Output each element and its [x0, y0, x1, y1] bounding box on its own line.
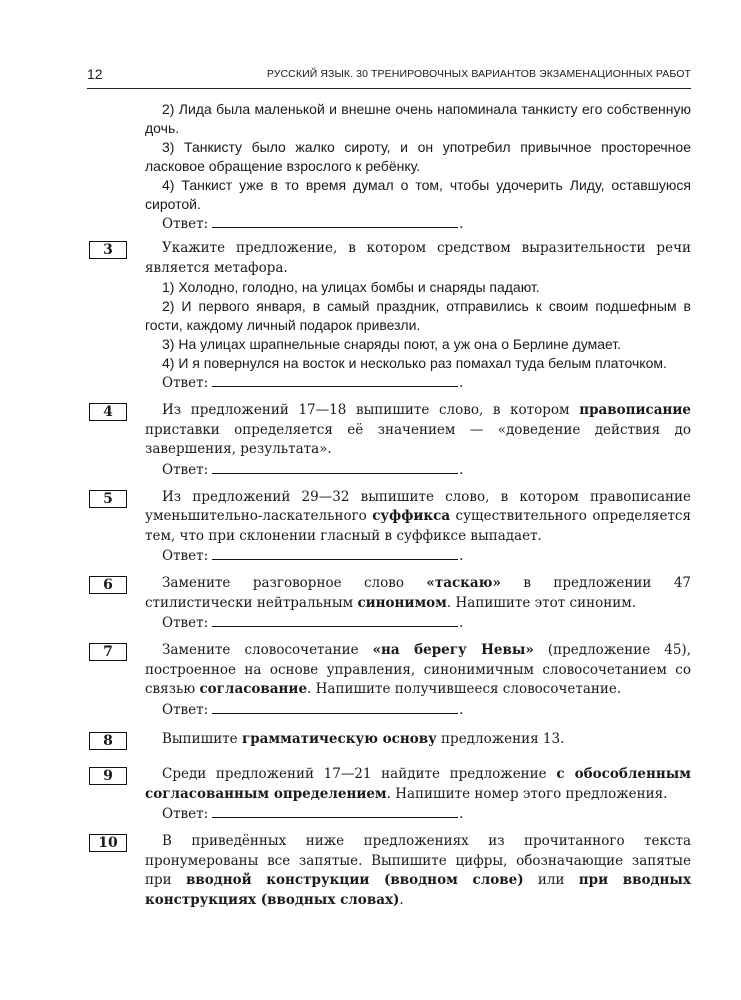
task-9	[89, 765, 691, 804]
task-3-option-1: 1) Холодно, голодно, на улицах бомбы и снаряды падают.	[162, 279, 540, 295]
task-5	[89, 488, 691, 547]
answer-label: Ответ:	[162, 216, 209, 232]
task-number-box: 6	[89, 576, 127, 594]
task-10-text: В приведённых ниже предложениях из прочитанного текста пронумерованы все запятые. Выпишите цифры, обозначающие запятые при вводной конструкции (вводном слове) или при вводных конструкциях (вводных словах).	[145, 833, 692, 908]
answer-field: Ответ: .	[162, 548, 464, 564]
answer-line[interactable]	[212, 613, 458, 627]
task-3	[89, 239, 691, 373]
page-header	[87, 66, 691, 89]
task-8-text: Выпишите грамматическую основу предложения 13.	[162, 730, 565, 747]
task-3-option-4: 4) И я повернулся на восток и несколько раз помахал туда белым платочком.	[162, 355, 667, 371]
answer-field: Ответ: .	[162, 375, 464, 391]
answer-field: Ответ: .	[162, 461, 464, 478]
task-3-text: Укажите предложение, в котором средством выразительности речи является метафора.	[145, 240, 691, 276]
answer-field: Ответ: .	[162, 216, 464, 232]
task-10	[89, 832, 691, 910]
task-9-text: Среди предложений 17—21 найдите предложение с обособленным согласованным определением. Напишите номер этого предложения.	[145, 766, 692, 802]
answer-line[interactable]	[212, 700, 458, 714]
task-6-text: Замените разговорное слово «таскаю» в предложении 47 стилистически нейтральным синонимом. Напишите этот синоним.	[145, 575, 692, 611]
option-2: 2) Лида была маленькой и внешне очень напоминала танкисту его собственную дочь.	[145, 101, 691, 136]
task-3-option-2: 2) И первого января, в самый праздник, отправились к своим подшефным в гости, каждому личный подарок привезли.	[145, 298, 691, 333]
task-4	[89, 401, 691, 460]
answer-line[interactable]	[212, 460, 458, 474]
task-number-box: 4	[89, 403, 127, 421]
task-4-text: Из предложений 17—18 выпишите слово, в котором правописание приставки определяется её значением — «доведение действия до завершения, результата».	[145, 402, 691, 457]
answer-line[interactable]	[212, 546, 458, 560]
previous-task-options	[89, 100, 691, 214]
answer-field: Ответ: .	[162, 615, 464, 631]
task-number-box: 5	[89, 490, 127, 508]
task-number-box: 3	[89, 241, 127, 259]
task-7-text: Замените словосочетание «на берегу Невы» (предложение 45), построенное на основе управления, синонимичным словосочетанием со связью согласование. Напишите получившееся словосочетание.	[145, 642, 691, 697]
task-number-box: 8	[89, 732, 127, 750]
option-3: 3) Танкисту было жалко сироту, и он употребил привычное просторечное ласковое обращение взрослого к ребёнку.	[145, 139, 691, 174]
answer-field: Ответ: .	[162, 806, 464, 822]
task-7	[89, 641, 691, 700]
task-5-text: Из предложений 29—32 выпишите слово, в котором правописание уменьшительно-ласкательного суффикса существительного определяется тем, что при склонении гласный в суффиксе выпадает.	[145, 488, 691, 544]
task-3-option-3: 3) На улицах шрапнельные снаряды поют, а уж она о Берлине думает.	[162, 336, 622, 352]
page-content	[89, 100, 691, 910]
task-8	[89, 730, 691, 750]
answer-field: Ответ: .	[162, 701, 464, 718]
answer-line[interactable]	[212, 373, 458, 387]
running-title: РУССКИЙ ЯЗЫК. 30 ТРЕНИРОВОЧНЫХ ВАРИАНТОВ ЭКЗАМЕНАЦИОННЫХ РАБОТ	[266, 68, 691, 80]
answer-line[interactable]	[212, 804, 458, 818]
task-6	[89, 574, 691, 613]
option-4: 4) Танкист уже в то время думал о том, чтобы удочерить Лиду, оставшуюся сиротой.	[145, 177, 691, 212]
task-number-box: 7	[89, 643, 127, 661]
answer-line[interactable]	[212, 214, 458, 228]
task-number-box: 9	[89, 767, 127, 785]
page-number: 12	[87, 66, 103, 82]
task-number-box: 10	[89, 834, 127, 852]
